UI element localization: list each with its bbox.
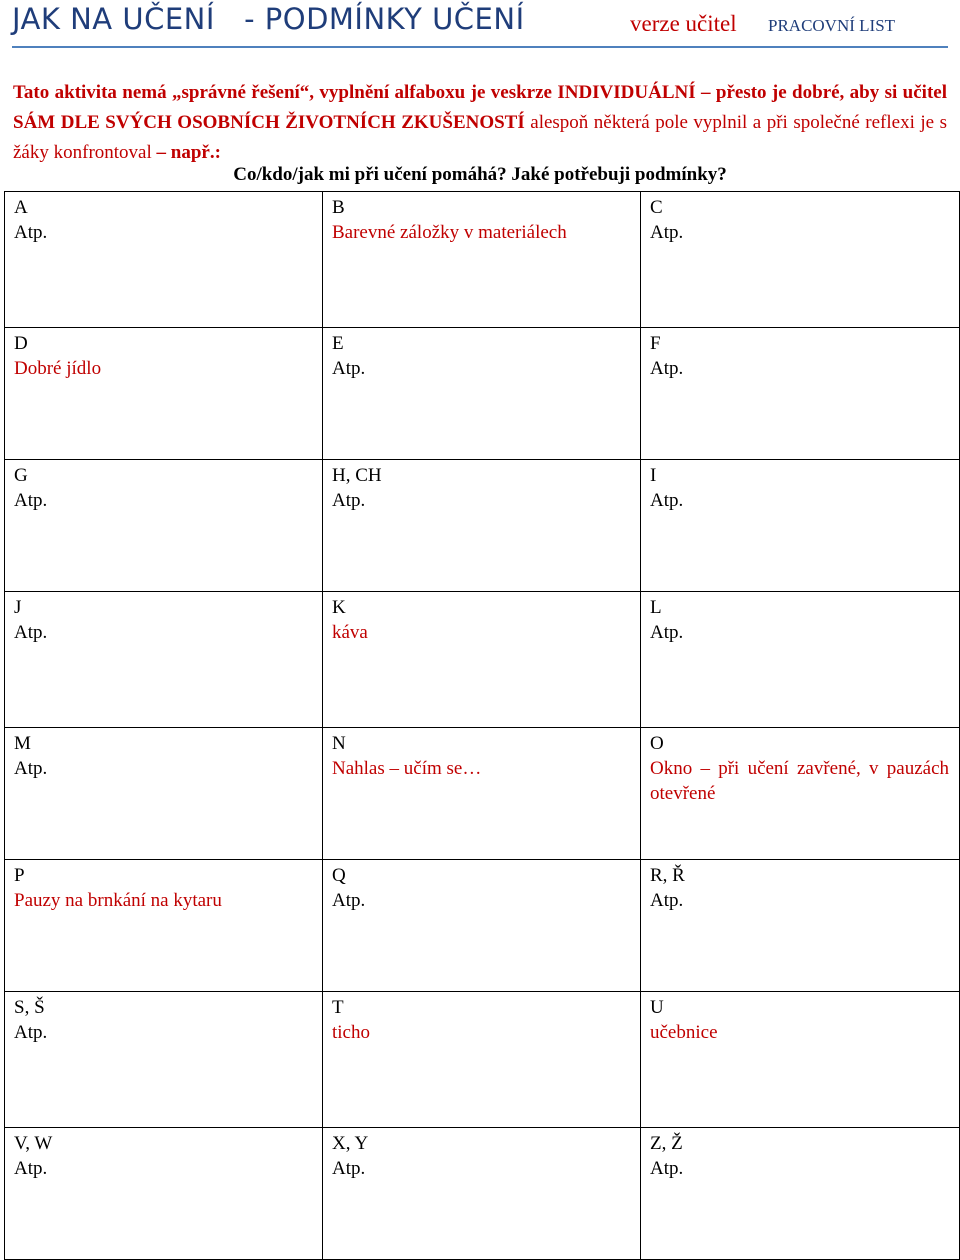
cell-letter: V, W [14,1133,53,1154]
cell-note: Atp. [332,1158,366,1179]
cell-letter: N [332,733,346,754]
alphabox-cell [5,860,323,992]
cell-note: učebnice [650,1022,718,1043]
alphabox-cell [323,192,641,328]
intro-part-3: – např.: [151,142,221,163]
cell-note: Atp. [14,1158,48,1179]
alphabox-cell [323,992,641,1128]
alphabox-cell [641,592,960,728]
intro-part-1: Tato aktivita nemá „správné řešení“, vyplnění alfaboxu je veskrze INDIVIDUÁLNÍ – přesto je dobré, aby si učitel SÁM DLE SVÝCH OSOBNÍCH ŽIVOTNÍCH ZKUŠENOSTÍ [13,82,947,133]
alphabox-cell [323,592,641,728]
alphabox-cell [5,1128,323,1260]
alphabox-row [5,328,960,460]
alphabox-cell [5,992,323,1128]
question-heading: Co/kdo/jak mi při učení pomáhá? Jaké potřebuji podmínky? [233,164,727,185]
alphabox-row [5,592,960,728]
cell-note: Dobré jídlo [14,358,102,379]
cell-note: Atp. [332,890,366,911]
alphabox-cell [5,192,323,328]
alphabox-row [5,992,960,1128]
cell-note: Atp. [650,890,684,911]
alphabox-cell [323,728,641,860]
alphabox-cell [323,1128,641,1260]
cell-letter: D [14,333,28,354]
alphabox-row [5,460,960,592]
alphabox-cell [323,328,641,460]
cell-note: Pauzy na brnkání na kytaru [14,890,222,911]
version-label: verze učitel [630,11,737,36]
cell-note: káva [332,622,368,643]
cell-note: Atp. [14,490,48,511]
cell-note: Atp. [650,1158,684,1179]
cell-note: Barevné záložky v materiálech [332,222,567,243]
cell-letter: H, CH [332,465,382,486]
alphabox-cell [641,728,960,860]
cell-note: Nahlas – učím se… [332,758,482,779]
cell-letter: G [14,465,28,486]
cell-letter: I [650,465,657,486]
cell-note: Atp. [14,1022,48,1043]
alphabox-cell [641,328,960,460]
alphabox-cell [641,860,960,992]
cell-letter: O [650,733,664,754]
alphabox-cell [5,592,323,728]
alphabox-cell [5,460,323,592]
cell-note: Atp. [14,622,48,643]
cell-letter: F [650,333,661,354]
cell-note: Atp. [14,758,48,779]
alphabox-row [5,192,960,328]
page-title: JAK NA UČENÍ - PODMÍNKY UČENÍ [12,2,525,36]
cell-letter: T [332,997,344,1018]
cell-letter: S, Š [14,997,45,1018]
cell-note: ticho [332,1022,370,1043]
cell-note: Atp. [650,490,684,511]
cell-letter: R, Ř [650,865,685,886]
alphabox-cell [641,192,960,328]
alphabox-cell [5,728,323,860]
cell-letter: K [332,597,346,618]
cell-letter: P [14,865,25,886]
cell-note: Atp. [650,358,684,379]
cell-note: Atp. [332,490,366,511]
alphabox-cell [641,460,960,592]
cell-letter: C [650,197,663,218]
alphabox-cell [323,460,641,592]
cell-letter: Q [332,865,346,886]
cell-note: Atp. [332,358,366,379]
cell-letter: E [332,333,344,354]
cell-letter: B [332,197,345,218]
cell-letter: L [650,597,662,618]
cell-letter: U [650,997,664,1018]
alphabox-cell [641,992,960,1128]
alphabox-grid-body [5,192,960,1260]
cell-note: Atp. [650,222,684,243]
alphabox-cell [641,1128,960,1260]
alphabox-row [5,860,960,992]
alphabox-row [5,1128,960,1260]
alphabox-cell [5,328,323,460]
cell-letter: A [14,197,28,218]
cell-note: Okno – při učení zavřené, v pauzách otevřené [650,758,949,804]
cell-letter: J [14,597,22,618]
intro-part-2: alespoň některá pole vyplnil a při společné reflexi je s žáky konfrontoval [13,112,947,163]
cell-note: Atp. [14,222,48,243]
cell-letter: X, Y [332,1133,369,1154]
page-header [12,0,948,48]
cell-note: Atp. [650,622,684,643]
alphabox-row [5,728,960,860]
worksheet-label: PRACOVNÍ LIST [768,16,896,35]
alphabox-grid [4,191,960,1260]
intro-paragraph [13,78,947,168]
cell-letter: Z, Ž [650,1133,683,1154]
alphabox-cell [323,860,641,992]
cell-letter: M [14,733,31,754]
